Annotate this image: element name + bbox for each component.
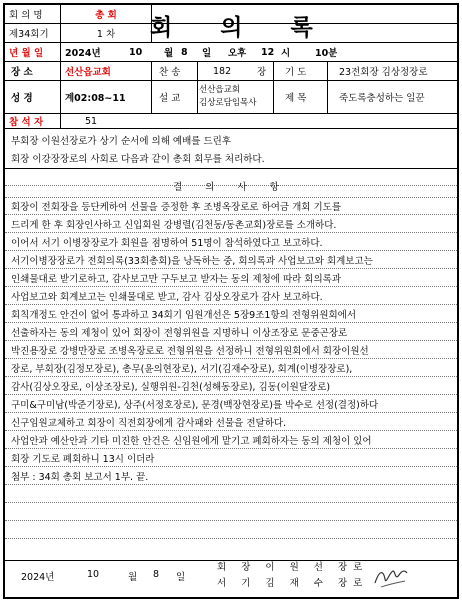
footer-day-unit: 일 [176,572,186,583]
resolution-line: 선출하자는 동의 제청이 있어 회장이 전형위원을 지명하니 이상조장로 문중곤장로 [11,328,348,339]
scripture-row [5,81,457,114]
meeting-name-value: 총 회 [95,10,117,21]
hymn-number: 182 [213,65,232,77]
date-month-unit: 월 [164,48,174,59]
scripture-label: 성 경 [11,93,33,104]
date-day-value: 8 [181,46,188,58]
resolution-line: 회장이 전회장을 등단케하여 선물을 증정한 후 조병옥장로로 하여금 개회 기도를 [11,202,342,213]
sermon-value-line1: 선산읍교회 [199,85,241,95]
date-year: 2024년 [65,48,101,59]
resolution-line: 서기이병장장로가 전회의록(33회총회)을 낭독하는 중, 회의록과 사업보고와 회계보고는 [11,256,373,267]
intro-line: 부회장 이원선장로가 상기 순서에 의해 예배를 드린후 [11,136,232,147]
footer-year: 2024년 [21,572,55,583]
resolution-line: 인쇄물대로 받기로하고, 감사보고만 구두보고 받자는 동의 제청에 따라 회의록과 [11,274,342,285]
resolution-line: 이어서 서기 이병장장로가 회원을 점명하여 51명이 참석하였다고 보고하다. [11,238,323,249]
prayer-value: 23전회장 김상정장로 [339,67,428,78]
attendance-label: 참 석 자 [9,117,44,128]
place-row [5,62,457,81]
resolution-line: 신구임원교체하고 회장이 직전회장에게 감사패와 선물을 전달하다. [11,418,287,429]
resolutions-heading: 결 의 사 항 [173,182,289,193]
subject-label: 제 목 [285,93,307,104]
resolution-line: 첨부 : 34회 총회 보고서 1부. 끝. [11,472,149,483]
attendance-row [5,114,457,129]
sermon-value-line2: 김상로담임목사 [199,98,257,108]
intro-section [5,129,457,169]
attendance-value: 51 [85,115,98,127]
place-value: 선산읍교회 [65,67,111,78]
resolution-line: 회칙개정도 안건이 없어 통과하고 34회기 임원개선은 5장9조1항의 전형위원회에서 [11,310,357,321]
date-ampm: 오후 [228,48,247,59]
scripture-value: 계02:08~11 [65,93,126,104]
resolution-line: 감사(김상오장로, 이상조장로), 실행위원-김천(성해동장로), 김동(이원달장로) [11,382,331,393]
session-value: 1 차 [96,29,116,40]
session-label: 제34회기 [9,29,49,40]
handwritten-signature [373,561,409,591]
footer-month-unit: 월 [128,572,138,583]
footer [5,561,457,597]
date-month-value: 10 [129,46,143,58]
resolution-line: 사업보고와 회계보고는 인쇄물대로 받고, 감사 김상오장로가 감사 보고하다. [11,292,323,303]
sermon-value [199,84,256,110]
resolution-line: 구미&구미남(박준기장로), 상주(서정호장로), 문경(백장현장로)를 박수로 선정(결정)하다 [11,400,379,411]
resolutions-section [5,169,457,561]
resolution-line: 박진용장로 강병만장로 조병옥장로로 전형위원을 선정하니 전형위원회에서 회장이원선 [11,346,369,357]
secretary-signature-line: 서 기 김 재 수 장로 [217,578,369,589]
date-hour-unit: 시 [281,48,291,59]
president-signature-line: 회 장 이 원 선 장로 [217,562,369,573]
document-title: 회 의 록 [150,14,333,41]
resolution-line: 사업안과 예산안과 기타 미진한 안건은 신임원에게 맡기고 폐회하자는 동의 제청이 있어 [11,436,372,447]
resolution-line: 드리게 한 후 회장인사하고 신입회원 강병렬(김천동/동촌교회)장로를 소개하다. [11,220,337,231]
hymn-unit: 장 [257,67,267,78]
place-label: 장 소 [11,67,33,78]
footer-day-value: 8 [153,569,160,580]
subject-value: 죽도록충성하는 일꾼 [339,93,425,104]
sermon-label: 설 교 [159,93,181,104]
resolution-line: 장로, 부회장(김정모장로), 총무(윤의현장로), 서기(김재수장로), 회계(이병장장로), [11,364,353,375]
footer-month-value: 10 [87,569,100,580]
date-row [5,43,457,62]
minutes-sheet [3,3,459,599]
hymn-label: 찬 송 [159,67,181,78]
date-label: 년 월 일 [9,48,44,59]
intro-line: 회장 이강장장로의 사회로 다음과 같이 총회 회무를 처리하다. [11,154,265,165]
prayer-label: 기 도 [285,67,307,78]
meeting-name-label: 회 의 명 [9,10,43,21]
date-day-unit: 일 [202,48,212,59]
date-minute: 10분 [315,48,338,59]
resolution-line: 회장 기도로 폐회하니 13시 이더라 [11,454,155,465]
date-hour-value: 12 [261,46,275,58]
